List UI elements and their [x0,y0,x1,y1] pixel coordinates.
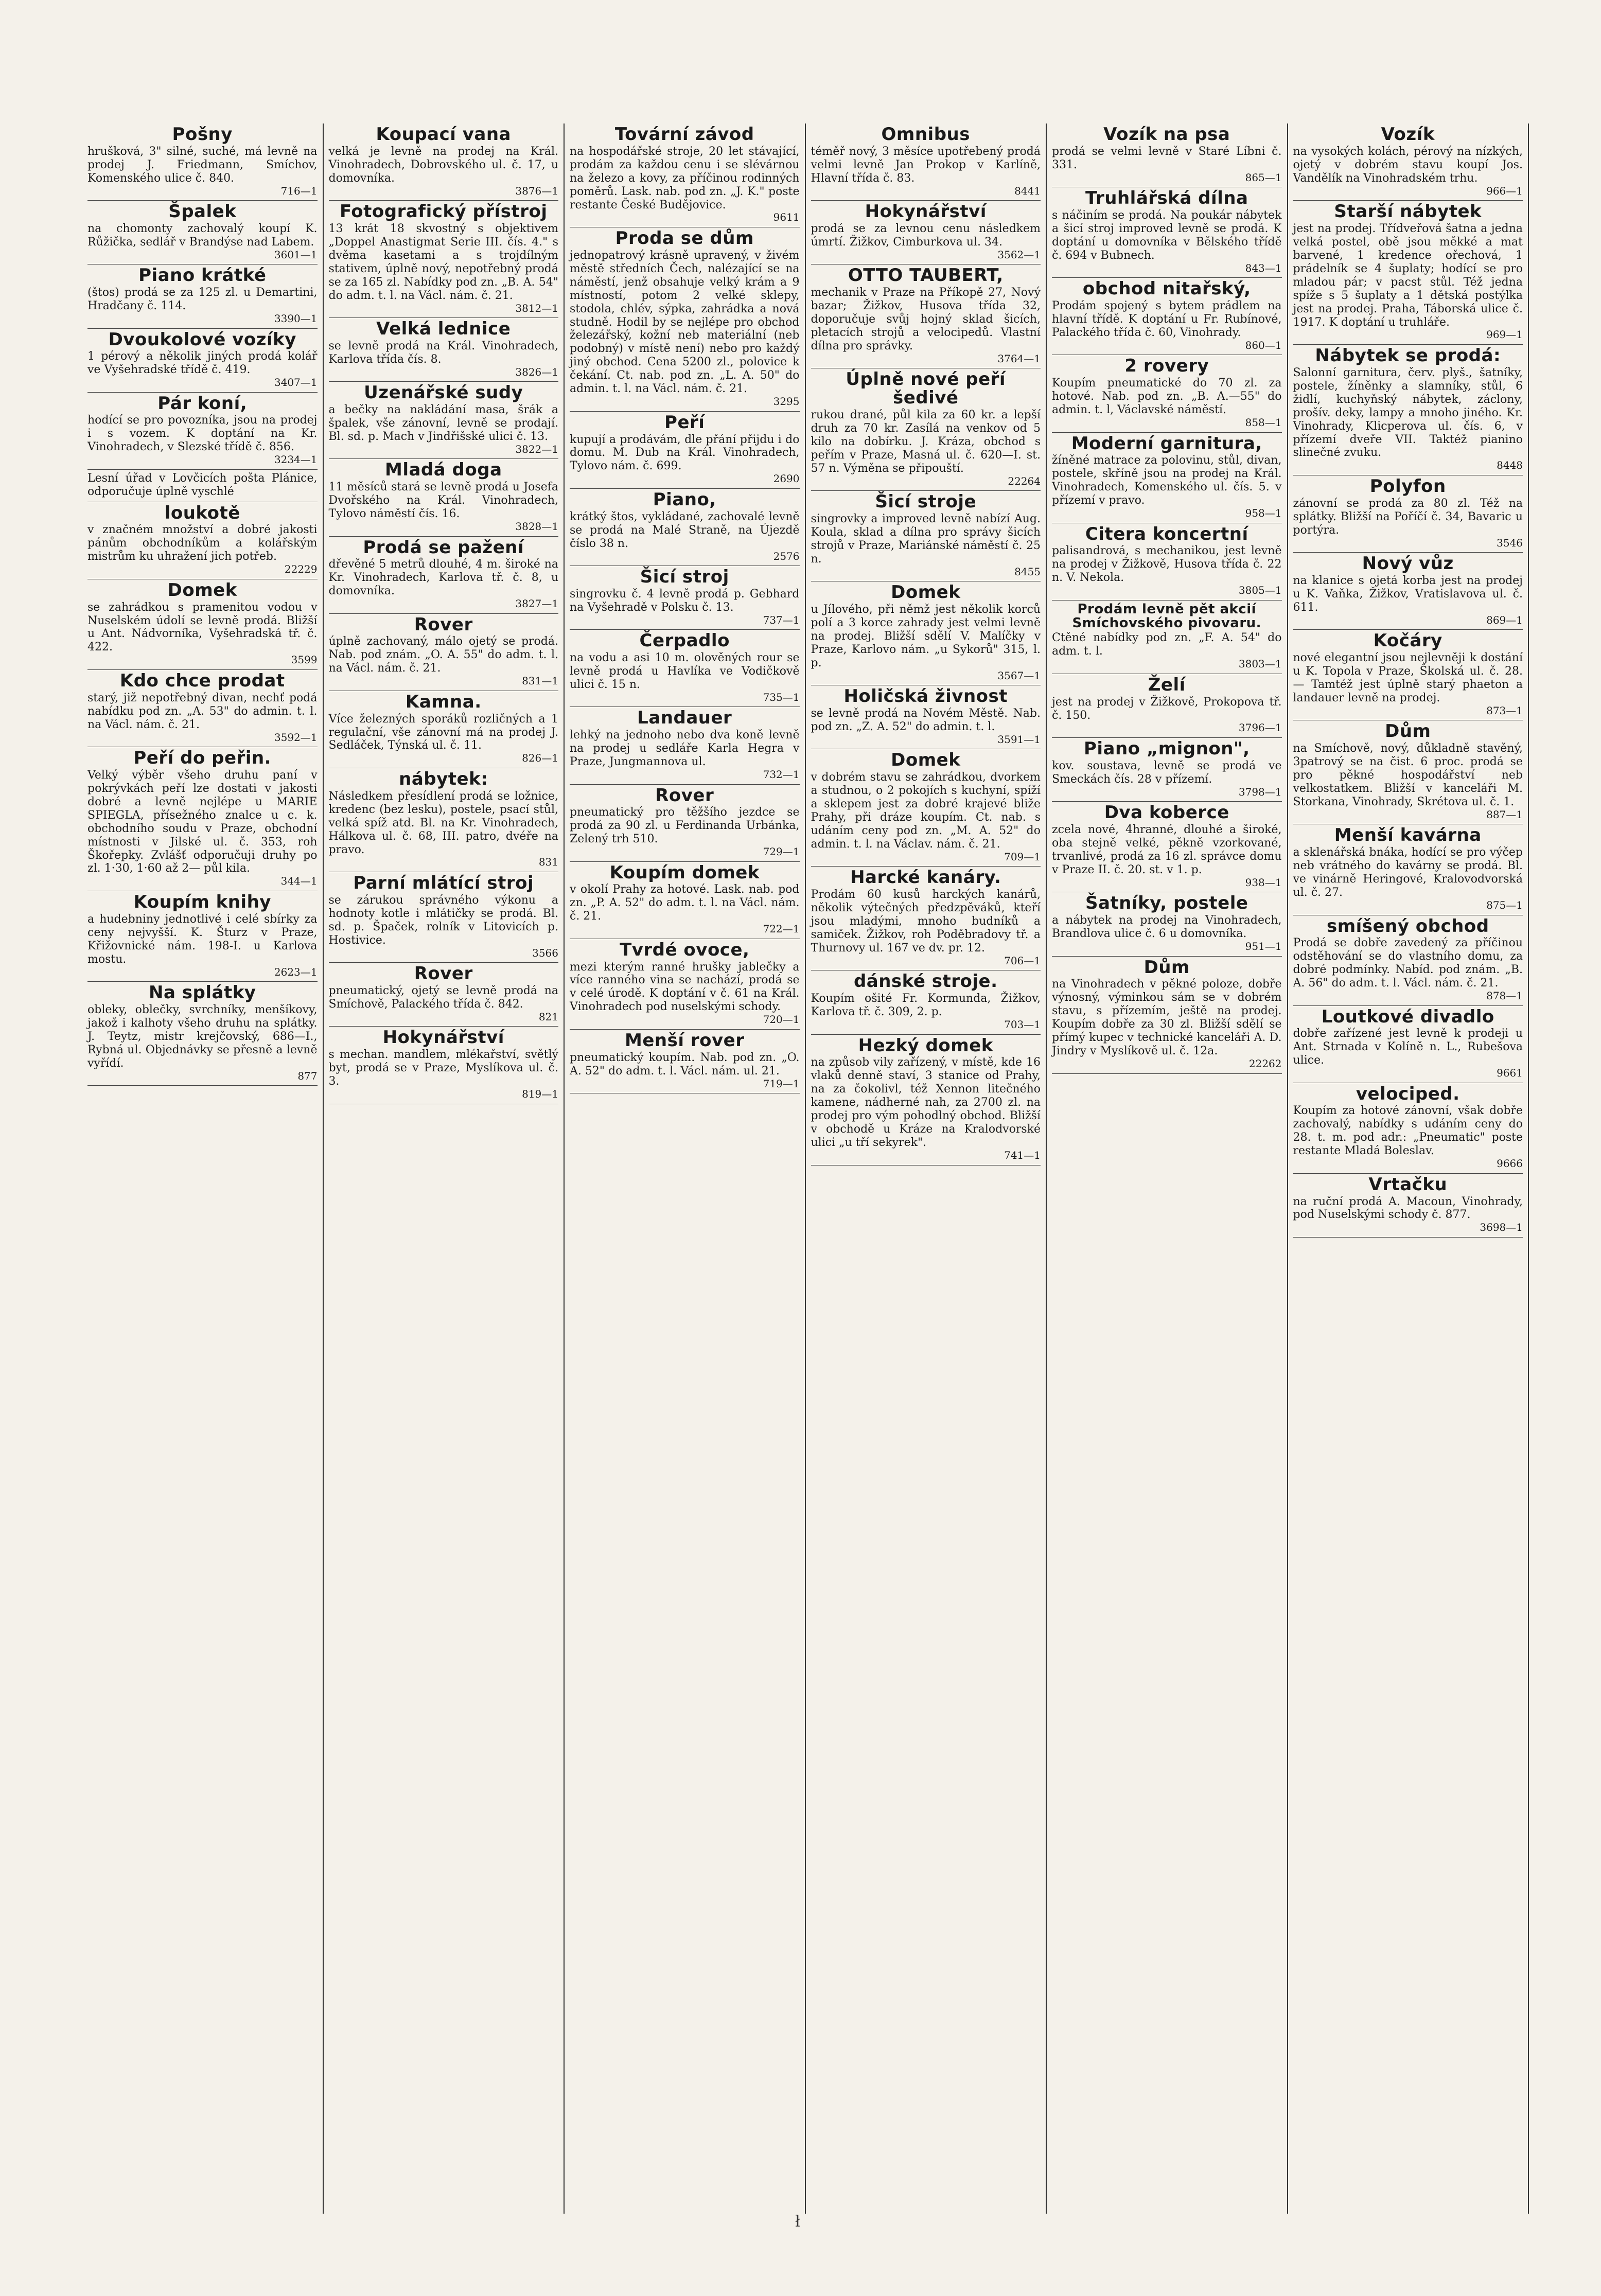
ad-body: a bečky na nakládání masa, šrák a špalek, vše zánovní, levně se prodají. Bl. sd. p. Mach v Jindřišské ulici č. 13. [328,403,558,443]
classified-ad [1293,915,1523,1006]
ad-body: nové elegantní jsou nejlevněji k dostání u K. Topola v Praze, Školská ul. č. 28. — Tamtéž jest úplně starý phaeton a landauer levně na prodej. [1293,651,1523,704]
ad-body: úplně zachovaný, málo ojetý se prodá. Nab. pod znám. „O. A. 55" do adm. t. l. na Václ. nám. č. 21. [328,635,558,675]
ad-code: 3826—1 [515,365,558,378]
ad-body: v značném množství a dobré jakosti pánům obchodníkům a kolářským mistrům ku uhražení jich potřeb. [87,523,318,563]
ad-title: Fotografický přístroj [339,201,548,222]
ad-code: 3798—1 [1238,785,1282,798]
ad-body: s mechan. mandlem, mlékařství, světlý byt, prodá se v Praze, Myslíkova ul. č. 3. [328,1048,558,1088]
classified-ad [1052,892,1282,956]
ad-code: 831 [538,856,558,869]
ad-title: Kočáry [1373,630,1442,651]
ad-body: hodící se pro povozníka, jsou na prodej i s vozem. K doptání na Kr. Vinohradech, v Slezské třídě č. 856. [87,414,318,454]
ad-title: Šicí stroj [640,567,729,588]
ad-body: hrušková, 3" silné, suché, má levně na prodej J. Friedmann, Smíchov, Komenského ulice č. 840. [87,145,318,185]
ad-title: Nábytek se prodá: [1315,345,1501,366]
ad-code: 716—1 [280,184,318,197]
ad-title: smíšený obchod [1326,915,1489,937]
ad-title: Domek [891,582,961,603]
ad-title: Hokynářství [382,1027,504,1048]
ad-body: téměř nový, 3 měsíce upotřebený prodá velmi levně Jan Prokop v Karlíně, Hlavní třída č. 83. [811,145,1041,185]
ad-body: se zahrádkou s pramenitou vodou v Nuselském údolí se levně prodá. Bližší u Ant. Nádvorníka, Vyšehradská tř. č. 422. [87,601,318,654]
ad-title: Loutkové divadlo [1321,1006,1494,1027]
ad-code: 869—1 [1486,613,1523,626]
ad-body: a sklenářská bnáka, hodící se pro výčep neb vrátného do kavárny se prodá. Bl. ve vinárně Heringové, Kralovodvorská ul. č. 27. [1293,846,1523,899]
ad-body: jest na prodej v Žižkově, Prokopova tř. č. 150. [1052,695,1282,722]
ad-code: 8441 [1014,184,1041,197]
classified-ad [329,691,559,768]
ad-code: 8455 [1014,565,1041,578]
ad-title: Vrtačku [1368,1174,1448,1195]
ad-code: 2690 [773,472,800,485]
ad-body: prodá se za levnou cenu následkem úmrtí. Žižkov, Cimburkova ul. 34. [811,222,1041,249]
ad-code: 3295 [773,395,800,408]
ad-body: Koupím za hotové zánovní, však dobře zachovalý, nabídky s udáním ceny do 28. t. m. pod adr.: „Pneumatic" poste restante Mladá Boleslav. [1293,1104,1523,1158]
ad-code: 938—1 [1245,876,1282,889]
classified-ad [570,227,800,412]
classified-ad [329,318,559,382]
ad-title: Proda se dům [615,228,754,249]
classified-ad [329,537,559,614]
ad-code: 735—1 [763,691,800,703]
ad-title: Tvrdé ovoce, [620,939,750,960]
classified-ad [329,201,559,318]
ad-body: palisandrová, s mechanikou, jest levně na prodej v Žižkově, Husova třída č. 22 n. V. Nekola. [1052,544,1282,585]
ad-title: Piano krátké [138,265,267,286]
classified-ad [811,123,1041,201]
ad-code: 873—1 [1486,704,1523,717]
ad-code: 3812—1 [515,302,558,314]
ad-body: Salonní garnitura, červ. plyš., šatníky, postele, žíněnky a slamníky, stůl, 6 židlí, kuchyňský nábytek, záclony, prošív. deky, lampy a mnoho jiného. Kr. Vinohrady, Klicperova ul. čís. 6, v přízemí dveře VII. Taktéž pianino slinečné zvuku. [1293,366,1523,460]
ad-title: obchod nitařský, [1082,278,1251,299]
ad-body: a nábytek na prodej na Vinohradech, Brandlova ulice č. 6 u domovníka. [1052,914,1282,940]
ad-title: Rover [414,963,473,984]
classified-ad [570,489,800,566]
classified-ad [1052,674,1282,738]
ad-body: se levně prodá na Král. Vinohradech, Karlova třída čís. 8. [328,339,558,366]
column-6 [1288,123,1529,2214]
ad-code: 344—1 [280,875,318,888]
ad-code: 22229 [284,563,318,576]
ad-title: Dva koberce [1104,802,1229,823]
ad-body: Následkem přesídlení prodá se ložnice, kredenc (bez lesku), postele, psací stůl, velká spíž atd. Bl. na Kr. Vinohradech, Hálkova ul. č. 68, III. patro, dvéře na pravo. [328,789,558,856]
ad-code: 737—1 [763,613,800,626]
classified-ad [329,872,559,963]
classified-ad [87,470,318,502]
ad-code: 875—1 [1486,898,1523,911]
ad-body: jest na prodej. Třídveřová šatna a jedna velká postel, obě jsou měkké a mat barvené, 1 kredence ořechová, 1 prádelník se 4 šuplaty; hodící se pro mladou pár; v pacst stůl. Též jedna spíže s 5 šuplaty a 1 dětská postýlka jest na prodej. Praha, Táborská ulice č. 1917. K doptání u truhláře. [1293,222,1523,329]
ad-body: zcela nové, 4hranné, dlouhé a široké, oba stejně velké, pěkně vzorkované, trvanlivé, prodá za 16 zl. správce domu v Praze II. č. 20. st. v 1. p. [1052,823,1282,876]
ad-title: Omnibus [881,124,970,145]
ad-title: Harcké kanáry. [850,867,1001,888]
ad-body: obleky, oblečky, svrchníky, menšíkovy, jakož i kalhoty všeho druhu na splátky. J. Teytz, mistr krejčovský, 686—I., Rybná ul. Objednávky se přesně a levně vyřídí. [87,1003,318,1070]
ad-body: žíněné matrace za polovinu, stůl, divan, postele, skříně jsou na prodej na Král. Vinohradech, Komenského ul. čís. 5. v přízemí v pravo. [1052,454,1282,507]
ad-body: Koupím ošité Fr. Kormunda, Žižkov, Karlova tř. č. 309, 2. p. [811,992,1041,1019]
ad-title: 2 rovery [1124,356,1209,377]
ad-title: Koupím knihy [133,892,271,913]
ad-body: mechanik v Praze na Příkopě 27, Nový bazar; Žižkov, Husova třída 32, doporučuje svůj hojný sklad šicích, pletacích strojů a velocipedů. Vlastní dílna pro správky. [811,286,1041,352]
ad-code: 9666 [1497,1157,1523,1170]
ad-title: nábytek: [399,769,488,790]
classified-ad [329,459,559,536]
ad-body: dřevěné 5 metrů dlouhé, 4 m. široké na Kr. Vinohradech, Karlova tř. č. 8, u domovníka. [328,558,558,598]
ad-code: 3876—1 [515,184,558,197]
ad-title: Peří do peřin. [133,748,272,769]
ad-body: pneumatický pro těžšího jezdce se prodá za 90 zl. u Ferdinanda Urbánka, Zelený trh 510. [570,806,800,846]
classified-ad [570,123,800,227]
ad-title: Domek [891,750,961,771]
ad-body: velká je levně na prodej na Král. Vinohradech, Dobrovského ul. č. 17, u domovníka. [328,145,558,185]
ad-title: Truhlářská dílna [1085,188,1248,209]
classified-ad [811,491,1041,581]
ad-body: Prodá se dobře zavedený za příčinou odstěhování se do vlastního domu, za dobré podmínky. Nabíd. pod znám. „B. A. 56" do adm. t. l. Václ. nám. č. 21. [1293,937,1523,990]
classified-ad [87,393,318,470]
ad-body: na chomonty zachovalý koupí K. Růžička, sedlář v Brandýse nad Labem. [87,222,318,249]
ad-title: Hokynářství [865,201,987,222]
classified-ad [811,970,1041,1034]
ad-title: Tovární závod [614,124,754,145]
ad-title: Menší rover [625,1030,745,1051]
ad-body: v dobrém stavu se zahrádkou, dvorkem a studnou, o 2 pokojích s kuchyní, spíží a sklepem jest za dobré krajevé bliže Prahy, při dráze koupím. Ct. nab. s udáním ceny pod zn. „M. A. 52" do admin. t. l. na Václav. nám. č. 21. [811,771,1041,851]
classified-ad [1052,523,1282,601]
ad-body: rukou drané, půl kila za 60 kr. a lepší druh za 70 kr. Zasílá na venkov od 5 kilo na dobírku. J. Kráza, obchod s peřím v Praze, Masná ul. č. 620—I. st. 57 n. Výměna se připouští. [811,408,1041,475]
ad-title: Vozík na psa [1103,124,1230,145]
ad-code: 877 [297,1069,318,1082]
classified-ad [87,747,318,891]
classified-ad [811,1035,1041,1165]
classified-ad [811,749,1041,867]
ad-title: Domek [167,579,237,601]
ad-body: Prodám spojený s bytem prádlem na hlavní třídě. K doptání u Fr. Rubínové, Palackého třída č. 60, Vinohrady. [1052,299,1282,339]
ad-code: 720—1 [763,1013,800,1026]
classified-ad [87,502,318,579]
ad-title: Šicí stroje [875,491,977,513]
ad-code: 3592—1 [274,731,318,744]
ad-body: na Vinohradech v pěkné poloze, dobře výnosný, výminkou sám se v dobrém stavu, s přízemím, ještě na prodej. Koupím dobře za 30 zl. Bližší sdělí se přímý kupec v technické kanceláři A. D. Jindry v Myslíkově ul. č. 12a. [1052,978,1282,1057]
ad-title: Uzenářské sudy [364,382,523,403]
ad-body: pneumatický koupím. Nab. pod zn. „O. A. 52" do adm. t. l. Václ. nám. ul. 21. [570,1051,800,1078]
classified-ad [1052,187,1282,278]
ad-code: 3822—1 [515,443,558,455]
classified-ad [1052,355,1282,432]
ad-code: 3827—1 [515,597,558,610]
ad-code: 732—1 [763,768,800,781]
classified-ad [570,630,800,707]
classified-ad [570,785,800,862]
classified-ad [811,867,1041,970]
ad-code: 3796—1 [1238,721,1282,734]
ad-body: kov. soustava, levně se prodá ve Smeckách čís. 28 v přízemí. [1052,759,1282,786]
ad-body: starý, již nepotřebný divan, nechť podá nabídku pod zn. „A. 53" do admin. t. l. na Václ. nám. č. 21. [87,691,318,731]
ad-title: Landauer [637,708,732,729]
ad-title: Pošny [172,124,233,145]
classified-ad [329,382,559,459]
classified-ad [329,963,559,1027]
classified-ad [87,123,318,201]
ad-body: 1 pérový a několik jiných prodá kolář ve Vyšehradské třídě č. 419. [87,350,318,377]
ad-body: prodá se velmi levně v Staré Líbni č. 331. [1052,145,1282,171]
ad-body: lehký na jednoho nebo dva koně levně na prodej u sedláře Karla Hegra v Praze, Jungmannova ul. [570,729,800,769]
classified-ad [1293,1006,1523,1083]
column-1 [82,123,324,2214]
ad-title: Velká lednice [376,319,511,340]
ad-title: Čerpadlo [639,630,730,651]
classified-ad [1293,123,1523,201]
ad-code: 3599 [291,654,318,666]
ad-title: Rover [414,614,473,635]
ad-code: 3764—1 [997,352,1041,365]
classified-ad [811,264,1041,368]
ad-body: na hospodářské stroje, 20 let stávající, prodám za každou cenu i se slévárnou na železo a kovy, za příčinou rodinných poměrů. Lask. nab. pod zn. „J. K." poste restante České Budějovice. [570,145,800,211]
ad-body: s náčiním se prodá. Na poukár nábytek a šicí stroj improved levně se prodá. K doptání u domovníka v Bělského třídě č. 694 v Bubnech. [1052,208,1282,262]
classified-ad [87,329,318,393]
ad-title: Koupací vana [376,124,511,145]
classified-ad [87,579,318,670]
ad-code: 719—1 [763,1077,800,1090]
ad-title: Špalek [168,201,237,222]
ad-title: OTTO TAUBERT, [848,265,1004,286]
ad-code: 709—1 [1004,850,1041,863]
column-5 [1047,123,1288,2214]
ad-body: kupují a prodávám, dle přání přijdu i do domu. M. Dub na Král. Vinohradech, Tylovo nám. č. 699. [570,433,800,473]
ad-title: Úplně nové peří šedivé [846,369,1006,409]
ad-code: 706—1 [1004,954,1041,967]
ad-code: 3566 [532,946,558,959]
classified-ad [811,685,1041,749]
ad-title: Moderní garnitura, [1071,433,1262,454]
ad-body: Koupím pneumatické do 70 zl. za hotové. Nab. pod zn. „B. A.—55" do admin. t. l, Václavské náměstí. [1052,377,1282,417]
ad-body: mezi kterým ranné hrušky jablečky a více ranného vina se nachází, prodá se v celé úrodě. K doptání v č. 61 na Král. Vinohradech pod nuselskými schody. [570,960,800,1014]
ad-body: Prodám 60 kusů harckých kanárů, několik výtečných předzpěváků, kteří jsou mladými, mnoho budníků a samiček. Žižkov, roh Poděbradovy tř. a Thurnovy ul. 167 ve dv. pr. 12. [811,888,1041,955]
column-3 [565,123,806,2214]
ad-body: krátký štos, vykládané, zachovalé levně se prodá na Malé Straně, na Újezdě číslo 38 n. [570,510,800,550]
classified-ad [570,862,800,939]
ad-code: 951—1 [1245,940,1282,952]
ad-code: 3803—1 [1238,658,1282,670]
ad-code: 729—1 [763,845,800,858]
ad-body: na vodu a asi 10 m. olověných rour se levně prodá u Havlíka ve Vodičkově ulici č. 15 n. [570,651,800,691]
ad-code: 722—1 [763,923,800,935]
classified-ad [570,707,800,784]
ad-body: jednopatrový krásně upravený, v živém městě středních Čech, nalézající se na náměstí, jenž obsahuje velký krám a 9 místností, potom 2 velké sklepy, stodola, chlév, sýpka, zahrádka a nová studně. Hodil by se nejlépe pro obchod železářský, kožní neb materiální (neb podobný) v místě není) nebo pro každý jiný obchod. Cena 5200 zl., polovice k čekání. Ct. nab. pod zn. „L. A. 50" do admin. t. l. na Václ. nám. č. 21. [570,249,800,396]
ad-title: loukotě [164,502,240,523]
ad-body: na Smíchově, nový, důkladně stavěný, 3patrový se na čist. 6 proc. prodá se pro pěkné hospodářství neb velkostatkem. Bližší v kanceláři M. Storkana, Vinohrady, Skrétova ul. č. 1. [1293,742,1523,808]
ad-body: Velký výběr všeho druhu paní v pokrývkách peří lze dostati v jakosti dobré a levně nejlépe u MARIE SPIEGLA, přísežného znalce u c. k. obchodního soudu v Praze, obchodní místnosti v Jilské ul. č. 353, roh Škořepky. Zvlášť odporučuji druhy po zl. 1·30, 1·60 až 2— půl kila. [87,768,318,875]
classified-ad [1293,630,1523,720]
page-mark: ł [795,2213,800,2231]
ad-code: 3390—1 [274,312,318,325]
ad-title: Dvoukolové vozíky [108,329,296,350]
classified-ad [1293,824,1523,915]
ad-title: Pár koní, [157,393,248,414]
classified-ad [1293,1174,1523,1238]
ad-body: u Jílového, při němž jest několik korců polí a 3 korce zahrady jest velmi levně na prodej. Bližší sdělí V. Malíčky v Praze, Karlovo nám. „u Sykorů" 315, l. p. [811,603,1041,669]
ad-code: 887—1 [1486,808,1523,821]
ad-body: na způsob vily zařízený, v místě, kde 16 vlaků denně staví, 3 stanice od Prahy, na za čokolivl, též Xennon litečného kamene, nádherné nah, za 2700 zl. na prodej pro vým pohodlný obchod. Bližší v obchodě u Kráze na Kralodvorské ulici „u tří sekyrek". [811,1056,1041,1150]
classified-ad [570,566,800,630]
ad-code: 826—1 [522,752,558,765]
ad-title: Koupím domek [609,862,760,883]
classified-ad [811,368,1041,491]
ad-code: 2623—1 [274,965,318,978]
classified-ad [1052,802,1282,892]
classified-ad [1293,475,1523,553]
ad-body: zánovní se prodá za 80 zl. Též na splátky. Bližší na Poříčí č. 34, Bavaric u portýra. [1293,497,1523,537]
classified-ad [1052,601,1282,674]
classified-ad [1052,123,1282,187]
ad-body: 11 měsíců stará se levně prodá u Josefa Dvořského na Král. Vinohradech, Tylovo náměstí čís. 16. [328,481,558,521]
ad-body: na klanice s ojetá korba jest na prodej u K. Vaňka, Žižkov, Vratislavova ul. č. 611. [1293,574,1523,614]
ad-code: 8448 [1497,459,1523,472]
ad-title: Želí [1148,674,1186,695]
classified-ad [87,982,318,1086]
ad-code: 3407—1 [274,376,318,389]
ad-code: 3601—1 [274,248,318,261]
ad-title: Hezký domek [858,1035,993,1056]
classified-ad [329,123,559,201]
classified-ad [87,891,318,982]
ad-body: Více železných sporáků rozličných a 1 regulační, vše zánovní má na prodej J. Sedláček, Týnská ul. č. 11. [328,712,558,752]
ad-body: singrovky a improved levně nabízí Aug. Koula, sklad a dílna pro správy šicích strojů v Praze, Mariánské náměstí č. 25 n. [811,512,1041,566]
classified-ad [1052,957,1282,1074]
classified-ad [87,670,318,747]
ad-code: 819—1 [522,1087,558,1100]
classified-ad [570,939,800,1030]
classified-ad [811,581,1041,685]
ad-code: 831—1 [522,675,558,687]
ad-title: Dům [1385,721,1431,742]
ad-title: Rover [655,785,714,806]
classified-ad [1293,345,1523,475]
classified-ad [1293,720,1523,824]
ad-code: 821 [538,1010,558,1023]
ad-body: Ctěné nabídky pod zn. „F. A. 54" do adm. t. l. [1052,631,1282,658]
ad-body: se levně prodá na Novém Městě. Nab. pod zn. „Z. A. 52" do admin. t. l. [811,707,1041,733]
ad-title: Piano „mignon", [1083,738,1250,760]
ad-body: singrovku č. 4 levně prodá p. Gebhard na Vyšehradě v Polsku č. 13. [570,587,800,614]
ad-code: 3562—1 [997,248,1041,261]
ad-body: (štos) prodá se za 125 zl. u Demartini, Hradčany č. 114. [87,286,318,312]
ad-title: Peří [664,412,705,433]
ad-code: 858—1 [1245,416,1282,429]
ad-title: Kamna. [405,691,482,712]
ad-title: velociped. [1356,1083,1460,1104]
classified-ad [1052,433,1282,523]
ad-code: 865—1 [1245,171,1282,184]
ad-title: Piano, [653,489,716,510]
classified-ad [87,264,318,328]
ad-code: 3805—1 [1238,584,1282,597]
ad-body: 13 krát 18 skvostný s objektivem „Doppel Anastigmat Serie III. čís. 4." s dvěma kasetami a s trojdílným stativem, úplně nový, nepotřebný prodá se za 165 zl. Nabídky pod zn. „B. A. 54" do adm. t. l. na Václ. nám. č. 21. [328,222,558,302]
classified-ad [1293,1083,1523,1174]
ad-title: Citera koncertní [1085,523,1248,544]
ad-code: 3546 [1497,536,1523,549]
ad-code: 878—1 [1486,990,1523,1002]
ad-code: 843—1 [1245,261,1282,274]
ad-code: 3234—1 [274,453,318,466]
classified-ad [329,614,559,691]
ad-code: 3591—1 [997,733,1041,746]
ad-code: 22262 [1248,1057,1282,1070]
ad-code: 703—1 [1004,1018,1041,1031]
ad-body: na vysokých kolách, pérový na nízkých, ojetý v dobrém stavu koupí Jos. Vandělík na Vinohradském trhu. [1293,145,1523,185]
classified-ad [1052,278,1282,355]
ad-body: dobře zařízené jest levně k prodeji u Ant. Strnada v Kolíně n. L., Rubešova ulice. [1293,1027,1523,1067]
classified-ad [570,1030,800,1093]
ad-body: a hudebniny jednotlivé i celé sbírky za ceny nejvyšší. K. Šturz v Praze, Křižovnické nám. 198-I. u Karlova mostu. [87,912,318,966]
ad-title: Menší kavárna [1334,825,1482,846]
ad-title: Šatníky, postele [1085,893,1248,914]
ad-title: Mladá doga [384,460,502,481]
ad-code: 958—1 [1245,507,1282,520]
ad-code: 741—1 [1004,1149,1041,1162]
column-4 [806,123,1047,2214]
ad-code: 9661 [1497,1067,1523,1080]
column-2 [324,123,565,2214]
ad-title: Nový vůz [1362,553,1454,574]
ad-title: dánské stroje. [853,971,998,992]
ad-title: Dům [1143,957,1190,978]
classified-ad [1293,553,1523,630]
ad-title: Parní mlátící stroj [353,873,534,894]
ad-body: pneumatický, ojetý se levně prodá na Smíchově, Palackého třída č. 842. [328,984,558,1011]
ad-code: 9611 [773,211,800,224]
classified-ad [329,768,559,872]
ad-body: Lesní úřad v Lovčicích pošta Plánice, odporučuje úplně vyschlé [87,471,318,498]
ad-title: Na splátky [149,982,256,1003]
ad-code: 2576 [773,550,800,562]
ad-title: Holičská živnost [843,686,1008,707]
classified-ad [1052,738,1282,802]
classified-ad [570,412,800,489]
ad-title: Polyfon [1369,476,1446,497]
classified-ad [87,201,318,264]
ad-title: Kdo chce prodat [119,670,285,691]
ad-code: 3828—1 [515,520,558,533]
ad-code: 3567—1 [997,669,1041,682]
ad-code: 860—1 [1245,339,1282,351]
ad-code: 966—1 [1486,184,1523,197]
classified-ad [1293,201,1523,345]
ad-title: Prodá se pažení [363,537,524,558]
ad-body: v okolí Prahy za hotové. Lask. nab. pod zn. „P. A. 52" do adm. t. l. na Václ. nám. č. 21. [570,883,800,923]
ad-code: 3698—1 [1480,1221,1523,1234]
ad-code: 969—1 [1486,328,1523,341]
ad-title: Vozík [1381,124,1435,145]
ad-code: 22264 [1008,474,1041,487]
classified-ad [811,201,1041,264]
ad-title: Starší nábytek [1334,201,1482,222]
classified-ad [329,1027,559,1104]
ad-body: se zárukou správného výkonu a hodnoty kotle i mlátičky se prodá. Bl. sd. p. Špaček, rolník v Litovicích p. Hostivice. [328,893,558,947]
ad-body: na ruční prodá A. Macoun, Vinohrady, pod Nuselskými schody č. 877. [1293,1195,1523,1222]
ad-title: Prodám levně pět akcií Smíchovského pivovaru. [1072,601,1262,631]
